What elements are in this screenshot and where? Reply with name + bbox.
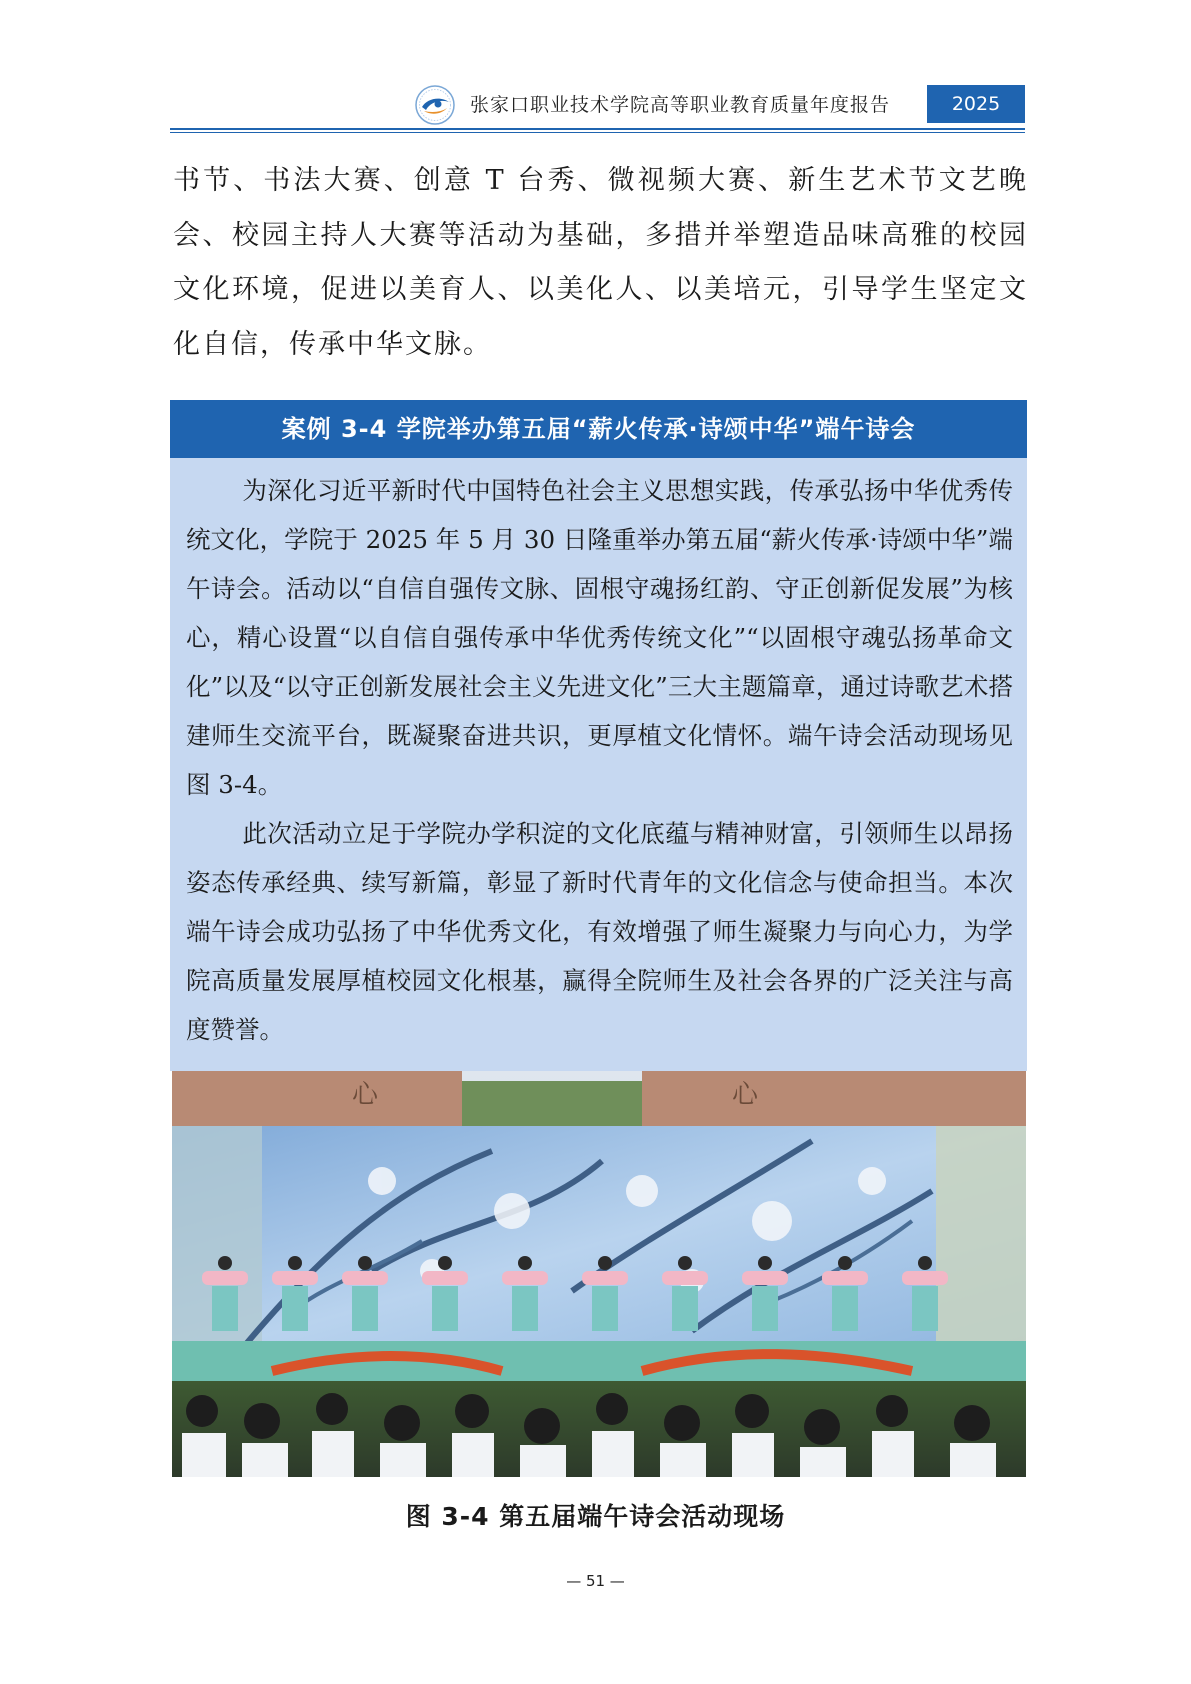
- trees: [462, 1081, 642, 1131]
- report-year: 2025: [927, 85, 1025, 123]
- stage-performance-illustration: [172, 1071, 1026, 1477]
- case-paragraph-1: [170, 458, 1027, 809]
- building-left: [172, 1071, 462, 1131]
- intro-paragraph: 书节、书法大赛、创意 T 台秀、微视频大赛、新生艺术节文艺晚会、校园主持人大赛等活动为基础，多措并举塑造品味高雅的校园文化环境，促进以美育人、以美化人、以美培元，引导学生坚定文化自信，传承中华文脉。: [173, 165, 1028, 360]
- case-paragraph-2-text: 此次活动立足于学院办学积淀的文化底蕴与精神财富，引领师生以昂扬姿态传承经典、续写新篇，彰显了新时代青年的文化信念与使命担当。本次端午诗会成功弘扬了中华优秀文化，有效增强了师生凝聚力与向心力，为学院高质量发展厚植校园文化根基，赢得全院师生及社会各界的广泛关注与高度赞誉。: [186, 819, 1013, 1044]
- building-character-right: 心: [732, 1080, 759, 1110]
- screen-panel-right: [936, 1126, 1026, 1361]
- case-paragraph-2: [170, 809, 1027, 1054]
- school-emblem-icon: [414, 84, 456, 126]
- page-header: [170, 82, 1025, 128]
- figure-caption: 图 3-4 第五届端午诗会活动现场: [405, 1502, 786, 1531]
- report-title: 张家口职业技术学院高等职业教育质量年度报告: [470, 94, 891, 116]
- header-rule: [170, 128, 1025, 130]
- building-right: [642, 1071, 1026, 1131]
- event-photo: [172, 1071, 1026, 1477]
- page-number: — 51 —: [566, 1572, 625, 1590]
- building-character-left: 心: [352, 1080, 379, 1110]
- header-rule-thin: [170, 132, 1025, 133]
- case-paragraph-1-text: 为深化习近平新时代中国特色社会主义思想实践，传承弘扬中华优秀传统文化，学院于 2025 年 5 月 30 日隆重举办第五届“薪火传承·诗颂中华”端午诗会。活动以“自信自强传文脉、固根守魂扬红韵、守正创新促发展”为核心，精心设置“以自信自强传承中华优秀传统文化”“以固根守魂弘扬革命文化”以及“以守正创新发展社会主义先进文化”三大主题篇章，通过诗歌艺术搭建师生交流平台，既凝聚奋进共识，更厚植文化情怀。端午诗会活动现场见图 3-4。: [186, 476, 1013, 799]
- case-body: [170, 458, 1027, 1071]
- case-title: 案例 3-4 学院举办第五届“薪火传承·诗颂中华”端午诗会: [170, 400, 1027, 458]
